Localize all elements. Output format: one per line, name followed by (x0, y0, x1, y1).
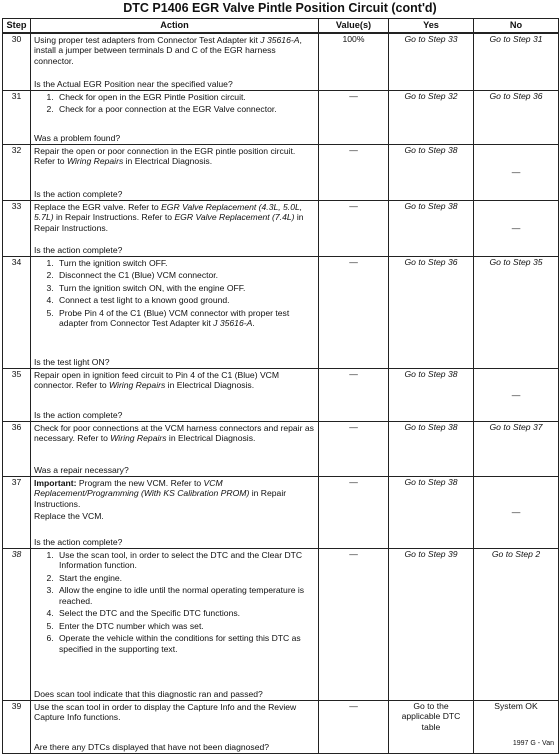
footer-note: 1997 G - Van (512, 740, 554, 747)
action-text: Replace the EGR valve. Refer to EGR Valve Replacement (4.3L, 5.0L, 5.7L) in Repair Instructions. Refer to EGR Valve Replacement (7.4L) in Repair Instructions. (34, 202, 304, 233)
action-cell (31, 33, 319, 91)
action-cell (31, 145, 319, 201)
no-cell: — (474, 369, 559, 422)
action-text: Repair the open or poor connection in the EGR pintle position circuit. Refer to Wiring Repairs in Electrical Diagnosis. (34, 146, 296, 167)
header-action: Action (31, 19, 319, 34)
table-row (3, 477, 559, 549)
list-item: 2. Start the engine. (56, 573, 315, 583)
action-text: Important: Program the new VCM. Refer to VCM Replacement/Programming (With KS Calibration PROM) in Repair Instructions. (34, 478, 287, 509)
list-item: 1. Use the scan tool, in order to select the DTC and the Clear DTC Information function. (56, 550, 315, 571)
step-number: 34 (3, 257, 31, 369)
action-steps-list (34, 258, 315, 329)
table-row (3, 33, 559, 91)
yes-cell: Go to the applicable DTC table (389, 701, 474, 754)
value-cell: — (319, 145, 389, 201)
action-cell (31, 549, 319, 701)
value-cell: — (319, 477, 389, 549)
table-row (3, 369, 559, 422)
action-question: Was a problem found? (34, 132, 121, 143)
action-cell (31, 701, 319, 754)
step-number: 33 (3, 201, 31, 257)
header-yes: Yes (389, 19, 474, 34)
yes-cell: Go to Step 33 (389, 33, 474, 91)
table-row (3, 257, 559, 369)
table-row (3, 422, 559, 477)
no-cell: Go to Step 37 (474, 422, 559, 477)
value-cell: — (319, 701, 389, 754)
table-row (3, 549, 559, 701)
action-subtext: Replace the VCM. (34, 511, 104, 522)
header-no: No (474, 19, 559, 34)
action-question: Is the Actual EGR Position near the specified value? (34, 78, 233, 89)
list-item: 1. Check for open in the EGR Pintle Position circuit. (56, 92, 315, 102)
action-question: Is the action complete? (34, 188, 123, 199)
list-item: 6. Operate the vehicle within the conditions for setting this DTC as specified in the supporting text. (56, 633, 315, 654)
table-header-row (3, 19, 559, 34)
step-number: 30 (3, 33, 31, 91)
step-number: 38 (3, 549, 31, 701)
diagnostic-table (2, 18, 559, 754)
value-cell: — (319, 257, 389, 369)
header-values: Value(s) (319, 19, 389, 34)
step-number: 35 (3, 369, 31, 422)
no-cell: — (474, 201, 559, 257)
action-cell (31, 257, 319, 369)
list-item: 4. Connect a test light to a known good ground. (56, 295, 315, 305)
list-item: 3. Turn the ignition switch ON, with the engine OFF. (56, 283, 315, 293)
value-cell: — (319, 369, 389, 422)
action-cell (31, 201, 319, 257)
action-cell (31, 477, 319, 549)
action-question: Are there any DTCs displayed that have not been diagnosed? (34, 741, 270, 752)
action-text: Check for poor connections at the VCM harness connectors and repair as necessary. Refer to Wiring Repairs in Electrical Diagnosis. (34, 423, 314, 444)
yes-cell: Go to Step 36 (389, 257, 474, 369)
action-text: Using proper test adapters from Connector Test Adapter kit J 35616-A, install a jumper between terminals D and C of the EGR harness connector. (34, 35, 302, 66)
yes-cell: Go to Step 38 (389, 145, 474, 201)
yes-cell: Go to Step 38 (389, 201, 474, 257)
list-item: 5. Probe Pin 4 of the C1 (Blue) VCM connector with proper test adapter from Connector Test Adapter kit J 35616-A. (56, 308, 315, 329)
no-cell: Go to Step 36 (474, 91, 559, 145)
step-number: 37 (3, 477, 31, 549)
step-number: 39 (3, 701, 31, 754)
value-cell: — (319, 549, 389, 701)
list-item: 4. Select the DTC and the Specific DTC functions. (56, 608, 315, 618)
no-cell: — (474, 477, 559, 549)
no-cell: — (474, 145, 559, 201)
table-row (3, 91, 559, 145)
page-title: DTC P1406 EGR Valve Pintle Position Circuit (cont'd) (123, 1, 437, 15)
action-question: Is the test light ON? (34, 356, 110, 367)
action-text: Use the scan tool in order to display the Capture Info and the Review Capture Info functions. (34, 702, 297, 723)
yes-cell: Go to Step 32 (389, 91, 474, 145)
action-question: Was a repair necessary? (34, 464, 129, 475)
yes-cell: Go to Step 38 (389, 369, 474, 422)
value-cell: — (319, 91, 389, 145)
action-question: Is the action complete? (34, 536, 123, 547)
list-item: 2. Check for a poor connection at the EGR Valve connector. (56, 104, 315, 114)
action-steps-list (34, 550, 315, 654)
no-cell: Go to Step 35 (474, 257, 559, 369)
list-item: 3. Allow the engine to idle until the normal operating temperature is reached. (56, 585, 315, 606)
action-steps-list (34, 92, 315, 115)
step-number: 32 (3, 145, 31, 201)
yes-cell: Go to Step 38 (389, 477, 474, 549)
action-cell (31, 91, 319, 145)
no-cell: Go to Step 2 (474, 549, 559, 701)
list-item: 5. Enter the DTC number which was set. (56, 621, 315, 631)
table-row (3, 201, 559, 257)
header-step: Step (3, 19, 31, 34)
no-cell: Go to Step 31 (474, 33, 559, 91)
yes-cell: Go to Step 38 (389, 422, 474, 477)
step-number: 31 (3, 91, 31, 145)
table-row (3, 701, 559, 754)
value-cell: — (319, 422, 389, 477)
no-cell: System OK (474, 701, 559, 754)
yes-cell: Go to Step 39 (389, 549, 474, 701)
action-cell (31, 369, 319, 422)
action-cell (31, 422, 319, 477)
table-row (3, 145, 559, 201)
action-text: Repair open in ignition feed circuit to Pin 4 of the C1 (Blue) VCM connector. Refer to Wiring Repairs in Electrical Diagnosis. (34, 370, 280, 391)
value-cell: — (319, 201, 389, 257)
value-cell: 100% (319, 33, 389, 91)
action-question: Is the action complete? (34, 409, 123, 420)
list-item: 2. Disconnect the C1 (Blue) VCM connector. (56, 270, 315, 280)
step-number: 36 (3, 422, 31, 477)
action-question: Does scan tool indicate that this diagnostic ran and passed? (34, 688, 263, 699)
list-item: 1. Turn the ignition switch OFF. (56, 258, 315, 268)
action-question: Is the action complete? (34, 244, 123, 255)
